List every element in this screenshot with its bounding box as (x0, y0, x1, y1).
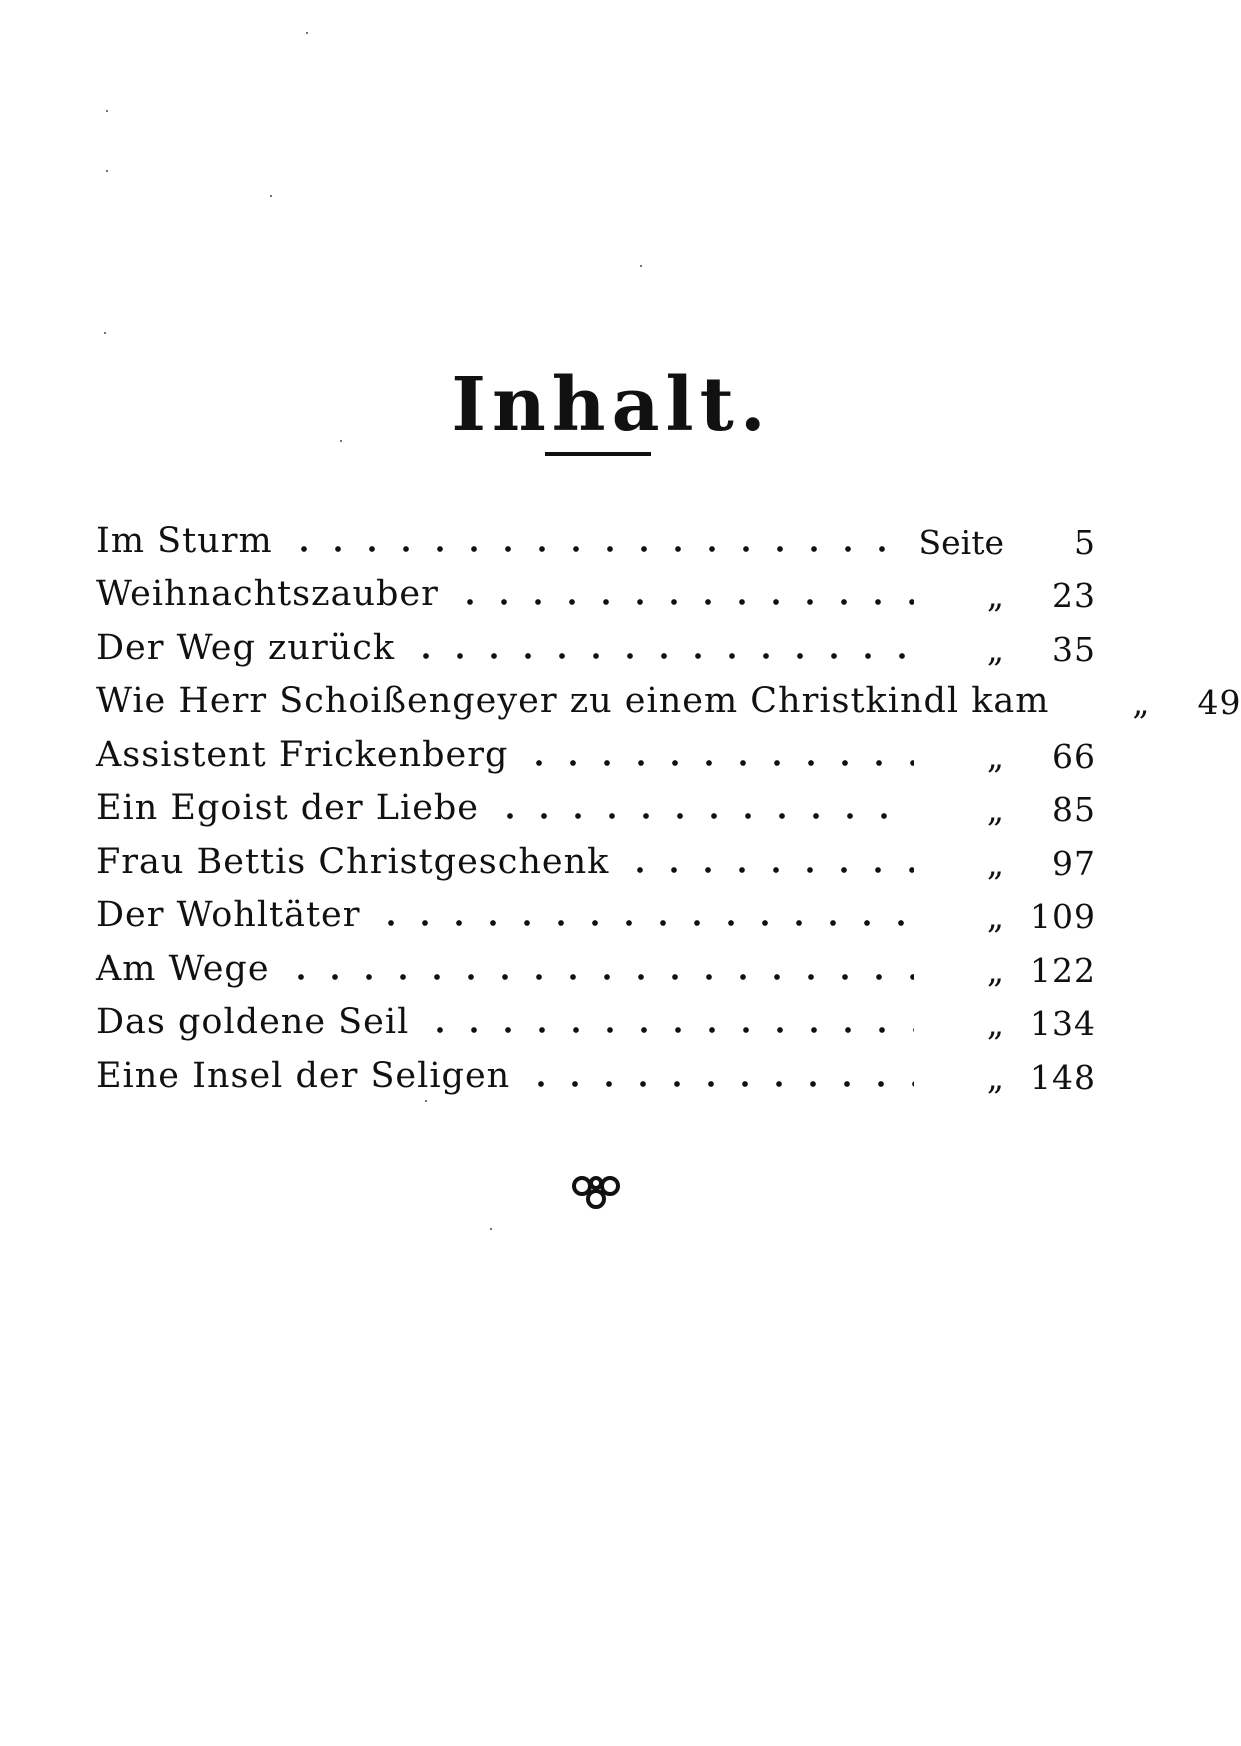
toc-entry-page: 97 (1052, 843, 1096, 883)
ditto-mark: „ (1132, 683, 1150, 722)
dot-leader (405, 652, 914, 660)
toc-entry-page: 148 (1030, 1057, 1096, 1097)
toc-entry[interactable] (96, 826, 1096, 883)
ditto-mark: „ (986, 897, 1004, 936)
toc-entry[interactable] (96, 933, 1096, 990)
toc-entry-title: Im Sturm (96, 520, 273, 561)
toc-entry-title: Wie Herr Schoißengeyer zu einem Christkindl kam (96, 681, 1050, 721)
dot-leader (489, 812, 914, 820)
toc-entry-title: Am Wege (96, 948, 270, 989)
page-title: Inhalt. (451, 361, 772, 448)
toc-entry-page: 23 (1052, 576, 1096, 615)
dot-leader (283, 545, 909, 553)
toc-entry-page: 35 (1052, 629, 1096, 669)
ditto-mark: „ (986, 1057, 1004, 1097)
toc-entry-page: 109 (1030, 897, 1096, 936)
toc-entry-title: Weihnachtszauber (96, 574, 439, 614)
toc-entry-title: Eine Insel der Seligen (96, 1055, 511, 1096)
dot-leader (520, 1080, 914, 1088)
ditto-mark: „ (986, 576, 1004, 615)
ditto-mark: „ (986, 736, 1004, 776)
toc-entry-page: 134 (1030, 1004, 1096, 1043)
toc-entry[interactable] (96, 612, 1096, 669)
toc-entry-title: Der Wohltäter (96, 895, 361, 935)
title-divider (545, 452, 651, 456)
ditto-mark: „ (986, 950, 1004, 990)
ditto-mark: „ (986, 629, 1004, 669)
toc-entry[interactable] (96, 666, 1241, 722)
ditto-mark: „ (986, 1004, 1004, 1043)
toc-entry[interactable] (96, 773, 1096, 827)
toc-entry-page: 122 (1030, 950, 1096, 990)
ditto-mark: „ (986, 843, 1004, 883)
toc-entry-title: Das goldene Seil (96, 1002, 410, 1042)
dot-leader (370, 919, 914, 927)
toc-entry-title: Frau Bettis Christgeschenk (96, 841, 610, 882)
toc-entry-page: 85 (1052, 790, 1096, 829)
toc-entry-page: 49 (1197, 683, 1241, 722)
toc-entry[interactable] (96, 987, 1096, 1041)
ditto-mark: „ (986, 790, 1004, 829)
toc-entry[interactable] (96, 559, 1096, 613)
toc-entry[interactable] (96, 719, 1096, 776)
toc-entry-title: Der Weg zurück (96, 627, 396, 668)
dot-leader (619, 866, 914, 874)
toc-entry[interactable] (96, 505, 1096, 562)
toc-entry-page: 5 (1074, 522, 1096, 562)
dot-leader (518, 759, 914, 767)
page-word: Seite (918, 522, 1004, 562)
toc-entry[interactable] (96, 880, 1096, 934)
toc-entry-page: 66 (1052, 736, 1096, 776)
toc-entry[interactable] (96, 1040, 1096, 1097)
toc-entry-title: Assistent Frickenberg (96, 734, 509, 775)
dot-leader (280, 973, 914, 981)
dot-leader (419, 1026, 914, 1034)
dot-leader (449, 598, 914, 606)
trefoil-ornament-icon (566, 1172, 626, 1212)
table-of-contents (96, 505, 1241, 1097)
toc-entry-title: Ein Egoist der Liebe (96, 788, 480, 828)
